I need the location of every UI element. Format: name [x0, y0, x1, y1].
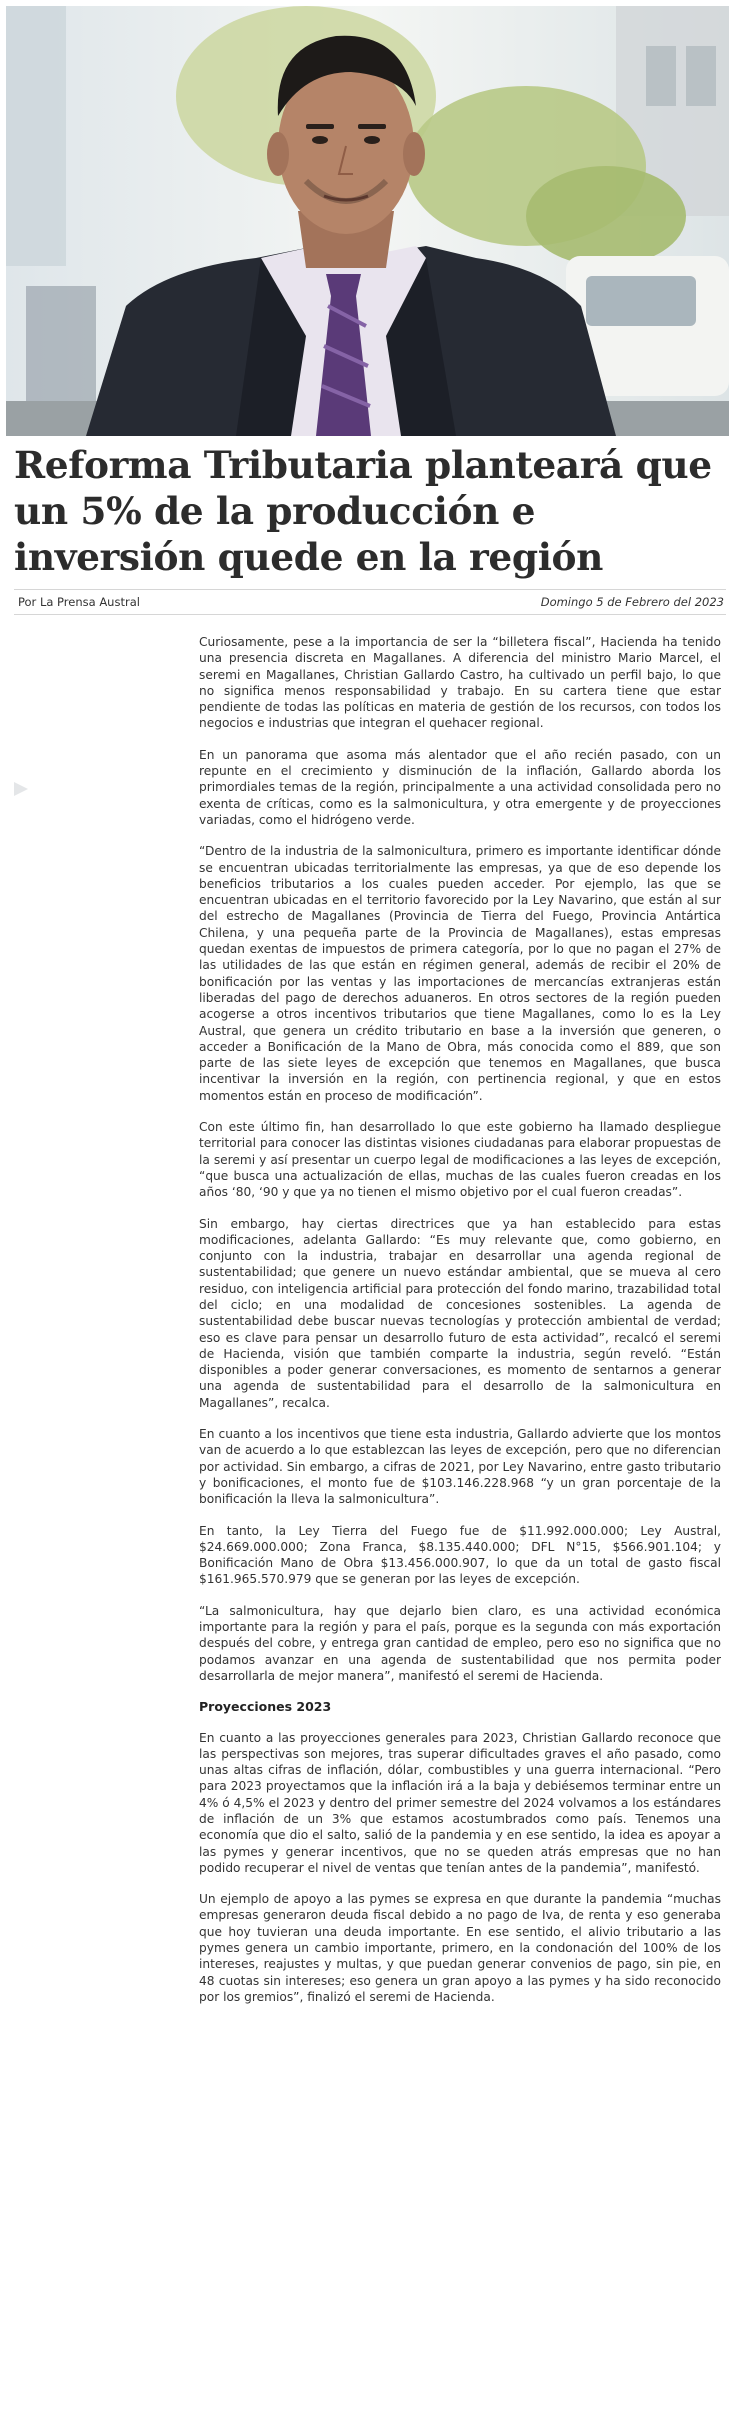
- article-paragraph: “Dentro de la industria de la salmonicultura, primero es importante identificar dónde se encuentran ubicadas territorialmente las empresas, ya que de eso depende los beneficios tributarios a los cuales pueden acceder. Por ejemplo, las que se encuentran ubicadas en el territorio favorecido por la Ley Navarino, que están al sur del estrecho de Magallanes (Provincia de Tierra del Fuego, Provincia Antártica Chilena, y una pequeña parte de la Provincia de Magallanes), estas empresas quedan exentas de impuestos de primera categoría, por lo que no pagan el 27% de las utilidades de las que están en régimen general, además de recibir el 20% de bonificación por las ventas y las importaciones de mercancías extranjeras están liberadas del pago de derechos aduaneros. En otros sectores de la región pueden acogerse a otros incentivos tributarios que tiene Magallanes, como lo es la Ley Austral, que genera un crédito tributario en base a la inversión que generen, o acceder a Bonificación de la Mano de Obra, más conocida como el 889, que son parte de las siete leyes de excepción que tenemos en Magallanes, que busca incentivar la inversión en la región, con pertinencia regional, y que en estos momentos están en proceso de modificación”.: [199, 844, 721, 1103]
- article-paragraph: Sin embargo, hay ciertas directrices que ya han establecido para estas modificaciones, adelanta Gallardo: “Es muy relevante que, como gobierno, en conjunto con la industria, trabajar en desarrollar una agenda regional de sustentabilidad; que genere un nuevo estándar ambiental, que se mueva al cero residuo, con inteligencia artificial para protección del fondo marino, trazabilidad total del ciclo; en una modalidad de concesiones sostenibles. La agenda de sustentabilidad debe buscar nuevas tecnologías y protección ambiental de verdad; eso es clave para pensar un desarrollo futuro de esta actividad”, recalcó el seremi de Hacienda, visión que también comparte la industria, según reveló. “Están disponibles a poder generar conversaciones, es momento de sentarnos a generar una agenda de sustentabilidad para el desarrollo de la salmonicultura en Magallanes”, recalca.: [199, 1216, 721, 1410]
- corner-mark-icon: [14, 782, 28, 796]
- article-paragraph: En un panorama que asoma más alentador que el año recién pasado, con un repunte en el crecimiento y disminución de la inflación, Gallardo aborda los primordiales temas de la región, principalmente a una actividad consolidada pero no exenta de críticas, como es la salmonicultura, y otra emergente y de proyecciones variadas, como el hidrógeno verde.: [199, 747, 721, 827]
- section-subheading: Proyecciones 2023: [199, 1699, 332, 1715]
- article-paragraph: Un ejemplo de apoyo a las pymes se expresa en que durante la pandemia “muchas empresas generaron deuda fiscal debido a no pago de Iva, de renta y eso generaba que hoy tuvieran una deuda importante. En ese sentido, el alivio tributario a las pymes genera un cambio importante, primero, en la condonación del 100% de los intereses, reajustes y multas, y que puedan generar convenios de pago, sin pie, en 48 cuotas sin intereses; eso genera un gran apoyo a las pymes y ha sido reconocido por los gremios”, finalizó el seremi de Hacienda.: [199, 1892, 721, 2004]
- author-byline: Por La Prensa Austral: [18, 595, 140, 609]
- article-paragraph: “La salmonicultura, hay que dejarlo bien claro, es una actividad económica importante para la región y para el país, porque es la segunda con más exportación después del cobre, y entrega gran cantidad de empleo, pero eso no significa que no podamos avanzar en una agenda de sustentabilidad que nos permita poder desarrollarla de mejor manera”, manifestó el seremi de Hacienda.: [199, 1603, 721, 1683]
- byline-bar: [14, 589, 726, 615]
- article-paragraph: En cuanto a las proyecciones generales para 2023, Christian Gallardo reconoce que las perspectivas son mejores, tras superar dificultades graves el año pasado, como unas altas cifras de inflación, dólar, combustibles y una guerra internacional. “Pero para 2023 proyectamos que la inflación irá a la baja y debiésemos terminar entre un 4% ó 4,5% el 2023 y dentro del primer semestre del 2024 volvamos a los estándares de inflación de un 3% que estamos acostumbrados como país. Tenemos una economía que dio el salto, salió de la pandemia y en ese sentido, la idea es apoyar a las pymes y generar incentivos, que no se queden atrás empresas que no han podido recuperar el nivel de ventas que tenían antes de la pandemia”, manifestó.: [199, 1730, 721, 1875]
- article-paragraph: Curiosamente, pese a la importancia de ser la “billetera fiscal”, Hacienda ha tenido una presencia discreta en Magallanes. A diferencia del ministro Mario Marcel, el seremi en Magallanes, Christian Gallardo Castro, ha cultivado un perfil bajo, lo que no significa menos responsabilidad y trabajo. En su cartera tiene que estar pendiente de todas las políticas en materia de gestión de los recursos, con todos los negocios e industrias que integran el quehacer regional.: [199, 635, 721, 731]
- portrait-illustration: [6, 6, 729, 436]
- article-paragraph: En tanto, la Ley Tierra del Fuego fue de $11.992.000.000; Ley Austral, $24.669.000.000; Zona Franca, $8.135.440.000; DFL N°15, $566.901.104; y Bonificación Mano de Obra $13.456.000.907, lo que da un total de gasto fiscal $161.965.570.979 que se generan por las leyes de excepción.: [199, 1523, 721, 1587]
- publish-date: Domingo 5 de Febrero del 2023: [540, 595, 724, 609]
- hero-photo: [6, 6, 729, 436]
- article-title: Reforma Tributaria planteará que un 5% de la producción e inversión quede en la región: [14, 443, 712, 579]
- article-body: [199, 634, 721, 2020]
- article-paragraph: Con este último fin, han desarrollado lo que este gobierno ha llamado despliegue territorial para conocer las distintas visiones ciudadanas para elaborar propuestas de la seremi y así presentar un cuerpo legal de modificaciones a las leyes de excepción, “que busca una actualización de ellas, muchas de las cuales fueron creadas en los años ‘80, ‘90 y que ya no tienen el mismo objetivo por el cual fueron creadas”.: [199, 1120, 722, 1200]
- article-paragraph: En cuanto a los incentivos que tiene esta industria, Gallardo advierte que los montos van de acuerdo a lo que establezcan las leyes de excepción, pero que no diferencian por actividad. Sin embargo, a cifras de 2021, por Ley Navarino, entre gasto tributario y bonificaciones, el monto fue de $103.146.228.968 “y un gran porcentaje de la bonificación la lleva la salmonicultura”.: [199, 1427, 721, 1507]
